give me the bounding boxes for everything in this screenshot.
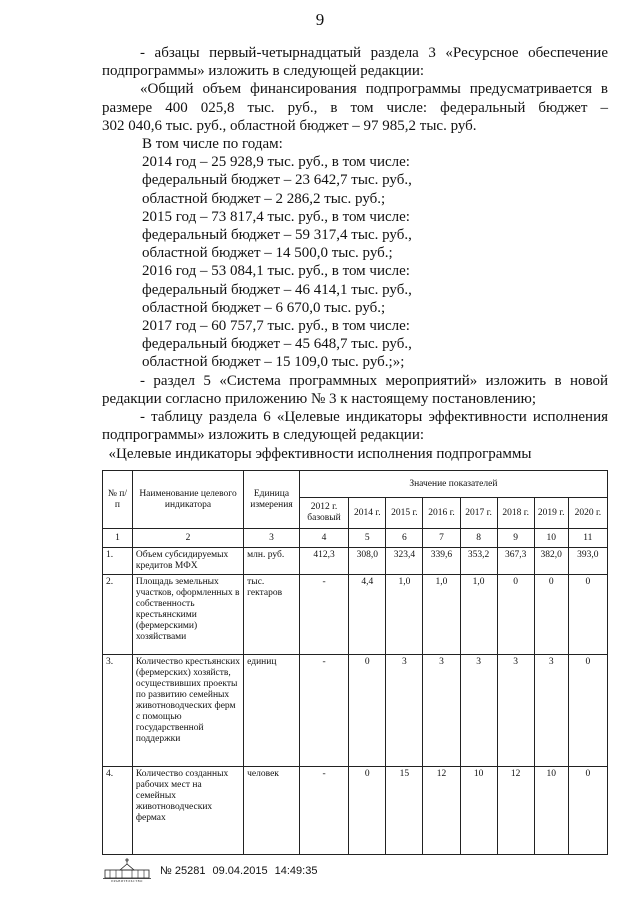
paragraph-section6-cont: подпрограммы» изложить в следующей редакции: [102,427,425,444]
column-index-row [103,529,608,548]
column-index: 3 [244,529,300,548]
row-value: 308,0 [349,548,386,575]
row-value: 1,0 [460,575,497,655]
row-value: 0 [568,767,607,855]
column-index: 4 [299,529,348,548]
header-row [103,471,608,498]
row-value: 1,0 [386,575,423,655]
paragraph-total: «Общий объем финансирования подпрограммы предусматривается в [140,81,608,98]
building-icon [102,857,152,883]
row-unit: единиц [244,655,300,767]
row-value: 0 [349,655,386,767]
registration-date: 09.04.2015 [212,865,268,877]
column-index: 9 [497,529,534,548]
year-line: федеральный бюджет – 46 414,1 тыс. руб., [142,281,412,298]
row-value: 12 [497,767,534,855]
row-value: 3 [497,655,534,767]
row-name: Количество крестьянских (фермерских) хозяйств, осуществивших проекты по развитию семейных животноводческих ферм с помощью государственной поддержки [132,655,243,767]
row-value: 1,0 [423,575,460,655]
year-line: федеральный бюджет – 45 648,7 тыс. руб., [142,336,412,353]
row-name: Количество созданных рабочих мест на семейных животноводческих фермах [132,767,243,855]
row-value: 3 [460,655,497,767]
years-intro: В том числе по годам: [142,136,283,153]
paragraph-section3: - абзацы первый-четырнадцатый раздела 3 «Ресурсное обеспечение [140,45,608,61]
paragraph-section3-cont: подпрограммы» изложить в следующей редакции: [102,63,425,80]
column-index: 1 [103,529,133,548]
header-year: 2018 г. [497,498,534,529]
header-num: № п/п [103,471,133,529]
table-row [103,575,608,655]
year-line: 2016 год – 53 084,1 тыс. руб., в том числе: [142,263,410,280]
year-line: 2015 год – 73 817,4 тыс. руб., в том числе: [142,208,410,225]
row-value: 0 [349,767,386,855]
row-value: 412,3 [299,548,348,575]
row-value: 3 [423,655,460,767]
row-value: 382,0 [534,548,568,575]
header-year: 2020 г. [568,498,607,529]
row-value: 323,4 [386,548,423,575]
table-row [103,655,608,767]
header-name: Наименование целевого индикатора [132,471,243,529]
row-value: 367,3 [497,548,534,575]
row-unit: человек [244,767,300,855]
paragraph-section5: - раздел 5 «Система программных мероприятий» изложить в новой [140,372,608,389]
registration-stamp [160,865,321,877]
paragraph-total-cont1: размере 400 025,8 тыс. руб., в том числе: федеральный бюджет – [102,99,608,116]
row-value: 10 [534,767,568,855]
year-line: федеральный бюджет – 59 317,4 тыс. руб., [142,227,412,244]
year-line: федеральный бюджет – 23 642,7 тыс. руб., [142,172,412,189]
row-unit: тыс. гектаров [244,575,300,655]
row-value: 3 [534,655,568,767]
row-name: Площадь земельных участков, оформленных в собственность крестьянскими (фермерскими) хозяйствами [132,575,243,655]
year-line: 2014 год – 25 928,9 тыс. руб., в том числе: [142,154,410,171]
row-unit: млн. руб. [244,548,300,575]
column-index: 2 [132,529,243,548]
row-value: - [299,575,348,655]
year-line: областной бюджет – 14 500,0 тыс. руб.; [142,245,393,262]
row-value: 353,2 [460,548,497,575]
body-text [102,44,608,444]
year-line: 2017 год – 60 757,7 тыс. руб., в том числе: [142,318,410,335]
header-values-group: Значение показателей [299,471,607,498]
row-value: 0 [568,575,607,655]
year-line: областной бюджет – 15 109,0 тыс. руб.;»; [142,354,405,371]
column-index: 8 [460,529,497,548]
page-number: 9 [315,10,325,29]
row-num: 3. [103,655,133,767]
government-stamp [102,857,152,883]
column-index: 11 [568,529,607,548]
paragraph-section6: - таблицу раздела 6 «Целевые индикаторы эффективности исполнения [140,409,608,426]
header-year: 2016 г. [423,498,460,529]
header-year: 2012 г. базовый [299,498,348,529]
row-num: 1. [103,548,133,575]
row-value: 12 [423,767,460,855]
header-year: 2019 г. [534,498,568,529]
row-value: 339,6 [423,548,460,575]
header-year: 2015 г. [386,498,423,529]
table-title: «Целевые индикаторы эффективности исполнения подпрограммы [108,446,532,462]
document-number: № 25281 [160,865,206,877]
row-value: 0 [497,575,534,655]
row-num: 2. [103,575,133,655]
header-year: 2017 г. [460,498,497,529]
column-index: 6 [386,529,423,548]
row-value: 393,0 [568,548,607,575]
header-year: 2014 г. [349,498,386,529]
registration-time: 14:49:35 [274,865,318,877]
row-value: 4,4 [349,575,386,655]
column-index: 5 [349,529,386,548]
row-name: Объем субсидируемых кредитов МФХ [132,548,243,575]
paragraph-total-cont2: 302 040,6 тыс. руб., областной бюджет – 97 985,2 тыс. руб. [102,117,477,134]
year-line: областной бюджет – 2 286,2 тыс. руб.; [142,190,386,207]
indicators-table [102,470,608,855]
row-value: 3 [386,655,423,767]
row-value: - [299,767,348,855]
header-unit: Единица измерения [244,471,300,529]
svg-text:ПРАВИТЕЛЬСТВО: ПРАВИТЕЛЬСТВО [111,879,143,883]
paragraph-section5-cont: редакции согласно приложению № 3 к настоящему постановлению; [102,390,537,407]
column-index: 10 [534,529,568,548]
row-value: 10 [460,767,497,855]
row-value: 15 [386,767,423,855]
table-row [103,767,608,855]
row-value: - [299,655,348,767]
year-line: областной бюджет – 6 670,0 тыс. руб.; [142,299,386,316]
row-num: 4. [103,767,133,855]
registration-footer [102,857,362,883]
column-index: 7 [423,529,460,548]
row-value: 0 [534,575,568,655]
table-row [103,548,608,575]
row-value: 0 [568,655,607,767]
